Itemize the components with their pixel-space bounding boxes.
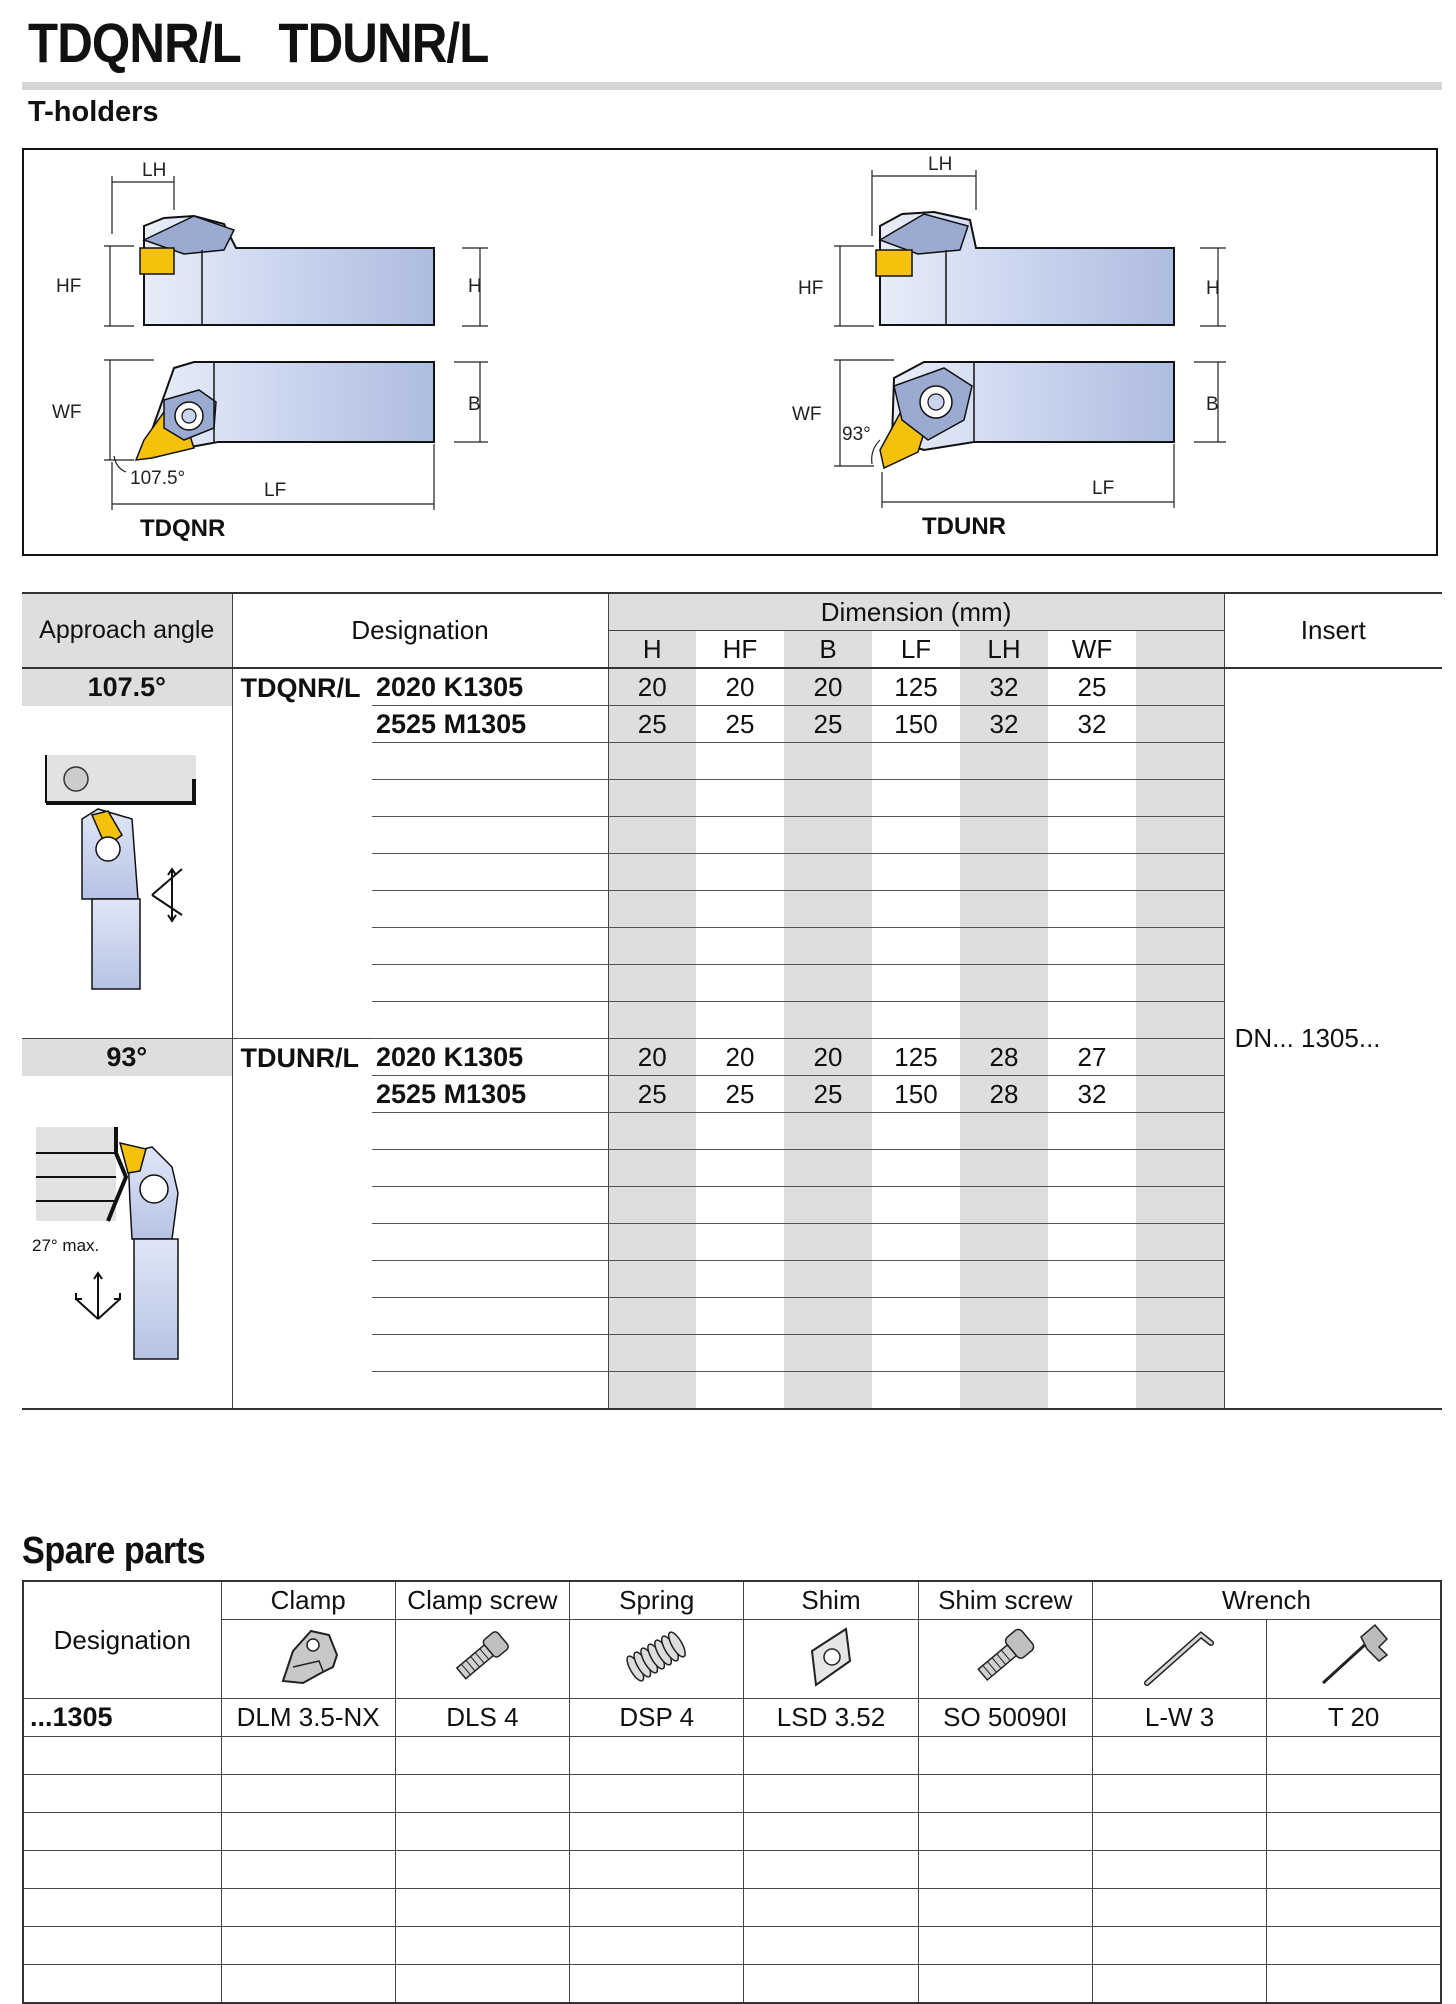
tdunr-label-lh: LH (928, 154, 953, 175)
dimension-value: 20 (608, 668, 696, 706)
dimension-empty (1136, 854, 1224, 891)
dimension-empty (1048, 854, 1136, 891)
dimension-empty (784, 1298, 872, 1335)
dimension-empty (872, 1187, 960, 1224)
header-lh: LH (960, 631, 1048, 669)
holder-table-body (22, 668, 1442, 1409)
designation-code-empty (372, 1372, 608, 1410)
spare-empty-cell (744, 1889, 918, 1927)
dimension-empty (872, 1002, 960, 1039)
spare-empty-cell (395, 1889, 569, 1927)
turning-operation-diagram-93 (22, 1076, 232, 1410)
designation-code-empty (372, 1261, 608, 1298)
dimension-empty (1136, 1298, 1224, 1335)
l-wrench-icon (1092, 1620, 1266, 1699)
dimension-value: 125 (872, 1039, 960, 1076)
dimension-empty (1136, 928, 1224, 965)
dimension-empty (1136, 891, 1224, 928)
tdunr-label-angle: 93° (842, 424, 871, 445)
dimension-empty (872, 1224, 960, 1261)
approach-angle-cell: 107.5° (22, 668, 232, 706)
designation-code: 2020 K1305 (372, 668, 608, 706)
spare-empty-cell (395, 1927, 569, 1965)
dimension-empty (608, 780, 696, 817)
designation-code-empty (372, 1298, 608, 1335)
dimension-empty (960, 965, 1048, 1002)
dimension-empty (608, 1261, 696, 1298)
tool-drawing-panel (22, 148, 1438, 556)
spare-empty-cell (1267, 1965, 1441, 2004)
dimension-empty (784, 1187, 872, 1224)
spare-empty-cell (570, 1851, 744, 1889)
dimension-value: 150 (872, 706, 960, 743)
dimension-empty (696, 1150, 784, 1187)
tdqnr-label-h: H (468, 276, 482, 297)
spare-empty-cell (918, 1927, 1092, 1965)
header-b: B (784, 631, 872, 669)
dimension-empty (696, 965, 784, 1002)
dimension-empty (696, 1335, 784, 1372)
designation-code-empty (372, 891, 608, 928)
designation-code-empty (372, 1002, 608, 1039)
spare-empty-cell (570, 1927, 744, 1965)
dimension-value: 25 (784, 1076, 872, 1113)
spare-empty-cell (570, 1775, 744, 1813)
tdqnr-top-view (136, 362, 434, 460)
dimension-value: 27 (1048, 1039, 1136, 1076)
spare-empty-cell (570, 1737, 744, 1775)
header-dimension: Dimension (mm) (608, 593, 1224, 631)
dimension-empty (784, 780, 872, 817)
tdqnr-label-lh: LH (142, 160, 167, 181)
dimension-empty (872, 743, 960, 780)
spare-empty-row (23, 1889, 1441, 1927)
spare-empty-cell (744, 1775, 918, 1813)
spare-empty-cell (23, 1813, 221, 1851)
designation-code-empty (372, 965, 608, 1002)
dimension-value: 25 (608, 1076, 696, 1113)
spare-empty-cell (918, 1737, 1092, 1775)
t-wrench-icon (1267, 1620, 1441, 1699)
dimension-empty (608, 965, 696, 1002)
spare-empty-cell (23, 1851, 221, 1889)
tdqnr-figure-name: TDQNR (140, 515, 226, 542)
spare-parts-table (22, 1580, 1442, 2004)
spare-empty-cell (395, 1813, 569, 1851)
dimension-empty (1136, 1187, 1224, 1224)
tdqnr-label-hf: HF (56, 276, 82, 297)
spare-l-wrench-value: L-W 3 (1092, 1699, 1266, 1737)
dimension-empty (960, 854, 1048, 891)
header-h: H (608, 631, 696, 669)
designation-code-empty (372, 817, 608, 854)
spare-empty-cell (1092, 1813, 1266, 1851)
tdunr-side-view (876, 212, 1174, 325)
spare-empty-row (23, 1927, 1441, 1965)
dimension-empty (872, 1261, 960, 1298)
insert-cell: DN... 1305... (1224, 668, 1442, 1409)
dimension-empty (784, 743, 872, 780)
spare-empty-cell (221, 1737, 395, 1775)
spare-row-designation: ...1305 (23, 1699, 221, 1737)
dimension-empty (784, 1113, 872, 1150)
dimension-empty (784, 1372, 872, 1410)
approach-angle-cell: 93° (22, 1039, 232, 1076)
dimension-empty (960, 1335, 1048, 1372)
dimension-empty (784, 891, 872, 928)
header-designation: Designation (232, 593, 608, 668)
dimension-empty (608, 1335, 696, 1372)
spare-empty-cell (1092, 1889, 1266, 1927)
spare-header-clamp: Clamp (221, 1581, 395, 1620)
dimension-empty (784, 854, 872, 891)
tool-drawings (24, 150, 1440, 558)
spare-header-designation: Designation (23, 1581, 221, 1699)
dimension-value: 25 (784, 706, 872, 743)
spare-empty-cell (918, 1775, 1092, 1813)
dimension-empty (1048, 817, 1136, 854)
spare-empty-cell (1092, 1927, 1266, 1965)
dimension-empty (872, 1372, 960, 1410)
shim-icon (744, 1620, 918, 1699)
spare-empty-cell (744, 1851, 918, 1889)
spare-empty-cell (918, 1889, 1092, 1927)
spare-empty-cell (221, 1813, 395, 1851)
tdunr-label-lf: LF (1092, 478, 1115, 499)
spare-empty-cell (744, 1813, 918, 1851)
dimension-empty (696, 780, 784, 817)
spare-empty-cell (23, 1927, 221, 1965)
dimension-empty (1048, 1372, 1136, 1410)
dimension-empty (1048, 1187, 1136, 1224)
dimension-empty (696, 1113, 784, 1150)
spare-empty-cell (1267, 1737, 1441, 1775)
dimension-empty (784, 817, 872, 854)
dimension-empty (696, 1372, 784, 1410)
tdqnr-label-b: B (468, 394, 481, 415)
dimension-empty (696, 1261, 784, 1298)
spare-parts-title: Spare parts (22, 1530, 206, 1572)
dimension-empty (784, 965, 872, 1002)
dimension-empty (1136, 1002, 1224, 1039)
spare-empty-cell (221, 1851, 395, 1889)
designation-code-empty (372, 1113, 608, 1150)
header-approach-angle: Approach angle (22, 593, 232, 668)
spare-empty-cell (23, 1775, 221, 1813)
designation-code-empty (372, 1335, 608, 1372)
dimension-value: 20 (784, 1039, 872, 1076)
dimension-empty (696, 1224, 784, 1261)
holder-dimension-table (22, 592, 1442, 1410)
spare-empty-cell (918, 1965, 1092, 2004)
tdqnr-label-lf: LF (264, 480, 287, 501)
dimension-empty (872, 1335, 960, 1372)
dimension-empty (872, 1298, 960, 1335)
dimension-empty (960, 1002, 1048, 1039)
dimension-empty (960, 1150, 1048, 1187)
dimension-empty (960, 1261, 1048, 1298)
spare-empty-cell (221, 1965, 395, 2004)
dimension-empty (1136, 780, 1224, 817)
spare-empty-row (23, 1965, 1441, 2004)
designation-family: TDQNR/L (240, 673, 361, 703)
tdunr-top-view (880, 362, 1174, 468)
designation-code-empty (372, 1187, 608, 1224)
spare-empty-cell (221, 1775, 395, 1813)
spare-shim-value: LSD 3.52 (744, 1699, 918, 1737)
dimension-empty (784, 1224, 872, 1261)
tdunr-label-h: H (1206, 278, 1220, 299)
tdunr-label-wf: WF (792, 404, 822, 425)
dimension-empty (1136, 1372, 1224, 1410)
dimension-empty (1136, 1224, 1224, 1261)
dimension-value: 32 (960, 706, 1048, 743)
dimension-empty (1136, 668, 1224, 706)
max-angle-note: 27° max. (32, 1235, 100, 1255)
dimension-empty (872, 1150, 960, 1187)
dimension-empty (1048, 965, 1136, 1002)
dimension-empty (608, 743, 696, 780)
dimension-empty (608, 1372, 696, 1410)
dimension-empty (1136, 1039, 1224, 1076)
spare-empty-cell (395, 1851, 569, 1889)
dimension-empty (608, 1187, 696, 1224)
tdunr-label-b: B (1206, 394, 1219, 415)
designation-code-empty (372, 1224, 608, 1261)
dimension-empty (872, 891, 960, 928)
dimension-empty (608, 1113, 696, 1150)
spare-empty-cell (221, 1927, 395, 1965)
dimension-empty (960, 1187, 1048, 1224)
dimension-value: 25 (608, 706, 696, 743)
dimension-empty (784, 928, 872, 965)
spare-empty-cell (23, 1889, 221, 1927)
dimension-empty (608, 1298, 696, 1335)
dimension-empty (872, 780, 960, 817)
tdqnr-label-wf: WF (52, 402, 82, 423)
spare-empty-cell (23, 1737, 221, 1775)
spare-header-clamp-screw: Clamp screw (395, 1581, 569, 1620)
dimension-empty (608, 854, 696, 891)
dimension-empty (696, 854, 784, 891)
spare-empty-rows (23, 1737, 1441, 2004)
dimension-value: 20 (696, 1039, 784, 1076)
dimension-empty (960, 1224, 1048, 1261)
dimension-empty (872, 1113, 960, 1150)
dimension-empty (1048, 743, 1136, 780)
designation-code: 2525 M1305 (372, 706, 608, 743)
spare-clamp-screw-value: DLS 4 (395, 1699, 569, 1737)
spare-empty-cell (744, 1927, 918, 1965)
dimension-empty (1048, 1002, 1136, 1039)
table-row (22, 668, 1442, 706)
tdqnr-label-angle: 107.5° (130, 468, 186, 489)
dimension-empty (1048, 1298, 1136, 1335)
dimension-value: 28 (960, 1039, 1048, 1076)
spare-spring-value: DSP 4 (570, 1699, 744, 1737)
designation-code-empty (372, 928, 608, 965)
dimension-empty (696, 891, 784, 928)
dimension-empty (1136, 743, 1224, 780)
dimension-empty (784, 1261, 872, 1298)
header-empty (1136, 631, 1224, 669)
header-hf: HF (696, 631, 784, 669)
designation-code-empty (372, 1150, 608, 1187)
dimension-empty (960, 1298, 1048, 1335)
spare-empty-cell (395, 1775, 569, 1813)
dimension-empty (696, 1187, 784, 1224)
spare-empty-cell (1267, 1775, 1441, 1813)
spare-empty-cell (744, 1965, 918, 2004)
dimension-empty (784, 1002, 872, 1039)
spare-empty-cell (570, 1889, 744, 1927)
dimension-empty (1136, 1261, 1224, 1298)
spare-empty-row (23, 1813, 1441, 1851)
spare-empty-cell (570, 1813, 744, 1851)
dimension-value: 32 (1048, 1076, 1136, 1113)
tdunr-label-hf: HF (798, 278, 824, 299)
spare-clamp-value: DLM 3.5-NX (221, 1699, 395, 1737)
dimension-value: 25 (696, 706, 784, 743)
header-lf: LF (872, 631, 960, 669)
dimension-empty (696, 817, 784, 854)
dimension-empty (696, 1298, 784, 1335)
dimension-empty (1048, 891, 1136, 928)
spare-header-spring: Spring (570, 1581, 744, 1620)
dimension-empty (1048, 1150, 1136, 1187)
spare-empty-cell (395, 1965, 569, 2004)
spare-empty-cell (1092, 1965, 1266, 2004)
dimension-value: 20 (608, 1039, 696, 1076)
spare-shim-screw-value: SO 50090I (918, 1699, 1092, 1737)
dimension-empty (1136, 1113, 1224, 1150)
dimension-value: 28 (960, 1076, 1048, 1113)
dimension-empty (960, 817, 1048, 854)
dimension-empty (608, 1224, 696, 1261)
spare-empty-row (23, 1775, 1441, 1813)
designation-family: TDUNR/L (240, 1043, 359, 1073)
dimension-empty (784, 1150, 872, 1187)
page-subtitle: T-holders (28, 96, 159, 128)
tdunr-figure-name: TDUNR (922, 513, 1006, 540)
dimension-empty (608, 817, 696, 854)
spare-empty-cell (23, 1965, 221, 2004)
dimension-empty (1048, 1335, 1136, 1372)
spare-empty-cell (1267, 1927, 1441, 1965)
dimension-value: 20 (696, 668, 784, 706)
page-title: TDQNR/L TDUNR/L (28, 11, 489, 74)
designation-code-empty (372, 780, 608, 817)
dimension-empty (1136, 965, 1224, 1002)
spare-empty-row (23, 1737, 1441, 1775)
spare-empty-cell (1092, 1851, 1266, 1889)
spare-empty-cell (1092, 1737, 1266, 1775)
designation-code-empty (372, 743, 608, 780)
designation-code: 2525 M1305 (372, 1076, 608, 1113)
dimension-value: 125 (872, 668, 960, 706)
spare-empty-cell (1092, 1775, 1266, 1813)
clamp-screw-icon (395, 1620, 569, 1699)
dimension-empty (872, 928, 960, 965)
dimension-empty (1136, 706, 1224, 743)
designation-code: 2020 K1305 (372, 1039, 608, 1076)
dimension-empty (1136, 1076, 1224, 1113)
dimension-value: 20 (784, 668, 872, 706)
dimension-empty (872, 817, 960, 854)
header-wf: WF (1048, 631, 1136, 669)
dimension-empty (872, 854, 960, 891)
dimension-empty (1136, 1150, 1224, 1187)
spare-empty-cell (1267, 1851, 1441, 1889)
spare-empty-cell (221, 1889, 395, 1927)
dimension-empty (960, 1372, 1048, 1410)
spare-empty-cell (1267, 1813, 1441, 1851)
clamp-icon (221, 1620, 395, 1699)
spare-empty-cell (395, 1737, 569, 1775)
dimension-empty (1048, 1261, 1136, 1298)
dimension-empty (608, 1150, 696, 1187)
dimension-empty (1048, 1113, 1136, 1150)
dimension-empty (960, 891, 1048, 928)
spring-icon (570, 1620, 744, 1699)
dimension-empty (1048, 928, 1136, 965)
dimension-empty (960, 780, 1048, 817)
dimension-empty (696, 1002, 784, 1039)
dimension-empty (608, 928, 696, 965)
spare-header-shim: Shim (744, 1581, 918, 1620)
turning-operation-diagram-107 (22, 706, 232, 1039)
spare-empty-cell (918, 1813, 1092, 1851)
dimension-empty (960, 743, 1048, 780)
dimension-empty (608, 1002, 696, 1039)
dimension-empty (872, 965, 960, 1002)
dimension-empty (784, 1335, 872, 1372)
spare-empty-cell (570, 1965, 744, 2004)
shim-screw-icon (918, 1620, 1092, 1699)
dimension-value: 32 (1048, 706, 1136, 743)
header-insert: Insert (1224, 593, 1442, 668)
dimension-empty (696, 743, 784, 780)
dimension-value: 25 (696, 1076, 784, 1113)
dimension-empty (960, 1113, 1048, 1150)
spare-header-shim-screw: Shim screw (918, 1581, 1092, 1620)
dimension-empty (608, 891, 696, 928)
title-rule (22, 82, 1442, 90)
dimension-value: 150 (872, 1076, 960, 1113)
dimension-empty (1048, 780, 1136, 817)
dimension-empty (1048, 1224, 1136, 1261)
spare-header-wrench: Wrench (1092, 1581, 1441, 1620)
dimension-value: 32 (960, 668, 1048, 706)
tdqnr-side-view (140, 216, 434, 325)
spare-empty-cell (1267, 1889, 1441, 1927)
dimension-value: 25 (1048, 668, 1136, 706)
spare-empty-cell (918, 1851, 1092, 1889)
spare-empty-cell (744, 1737, 918, 1775)
spare-empty-row (23, 1851, 1441, 1889)
dimension-empty (696, 928, 784, 965)
designation-code-empty (372, 854, 608, 891)
spare-t-wrench-value: T 20 (1267, 1699, 1441, 1737)
dimension-empty (960, 928, 1048, 965)
dimension-empty (1136, 817, 1224, 854)
dimension-empty (1136, 1335, 1224, 1372)
